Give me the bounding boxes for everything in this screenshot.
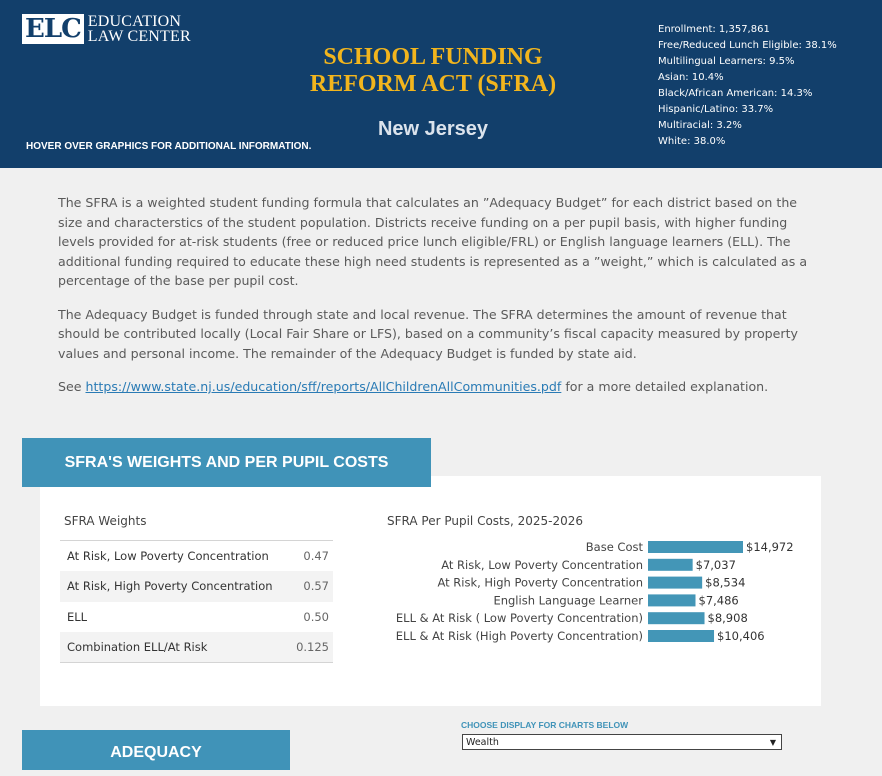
cost-bar[interactable] xyxy=(648,577,702,589)
value-label: $7,486 xyxy=(698,593,739,608)
demographic-stats xyxy=(658,22,837,150)
hover-instruction: HOVER OVER GRAPHICS FOR ADDITIONAL INFORMATION. xyxy=(26,141,312,152)
weights-table-title: SFRA Weights xyxy=(64,514,147,528)
value-label: $8,534 xyxy=(705,575,746,590)
category-label: At Risk, Low Poverty Concentration xyxy=(441,557,643,572)
stat-frl: Free/Reduced Lunch Eligible: 38.1% xyxy=(658,40,837,51)
stat-multiracial: Multiracial: 3.2% xyxy=(658,120,742,131)
weight-label: ELL xyxy=(67,609,88,624)
state-name: New Jersey xyxy=(377,118,489,140)
sfra-report-link[interactable]: https://www.state.nj.us/education/sff/reports/AllChildrenAllCommunities.pdf xyxy=(85,379,562,394)
logo-line-1: EDUCATION xyxy=(87,13,182,30)
intro-text xyxy=(58,193,808,411)
weight-label: Combination ELL/At Risk xyxy=(67,639,208,654)
weights-table xyxy=(60,540,333,663)
logo-wordmark xyxy=(88,14,191,44)
intro-paragraph-3 xyxy=(58,377,808,397)
weight-value: 0.50 xyxy=(303,609,329,624)
elc-logo[interactable] xyxy=(22,14,191,44)
intro-paragraph-1: The SFRA is a weighted student funding formula that calculates an ”Adequacy Budget” for each district based on the size and characterstics of the student population. Districts receive funding on a per pupil basis, with higher funding levels provided for at-risk students (free or reduced price lunch eligible/FRL) or English language learners (ELL). The additional funding required to educate these high need students is represented as a ”weight,” which is calculated as a percentage of the base per pupil cost. xyxy=(58,195,808,288)
intro-paragraph-2: The Adequacy Budget is funded through state and local revenue. The SFRA determines the amount of revenue that should be contributed locally (Local Fair Share or LFS), based on a community’s fiscal capacity measured by property values and personal income. The remainder of the Adequacy Budget is funded by state aid. xyxy=(58,306,798,361)
stat-asian: Asian: 10.4% xyxy=(658,72,724,83)
stat-hispanic: Hispanic/Latino: 33.7% xyxy=(658,104,774,115)
weight-value: 0.47 xyxy=(303,549,329,564)
weight-label: At Risk, High Poverty Concentration xyxy=(67,579,273,594)
value-label: $14,972 xyxy=(746,540,794,554)
per-pupil-cost-chart[interactable] xyxy=(380,538,800,650)
value-label: $8,908 xyxy=(707,611,748,626)
display-selector-label: CHOOSE DISPLAY FOR CHARTS BELOW xyxy=(461,720,629,730)
category-label: At Risk, High Poverty Concentration xyxy=(437,575,643,590)
display-select[interactable] xyxy=(462,734,782,750)
table-row[interactable] xyxy=(60,541,333,571)
logo-mark: ELC xyxy=(22,14,84,44)
stat-enrollment: Enrollment: 1,357,861 xyxy=(658,24,770,35)
section-header-adequacy: ADEQUACY xyxy=(22,730,290,770)
title-line-2: REFORM ACT (SFRA) xyxy=(309,71,557,97)
weight-value: 0.125 xyxy=(296,639,329,654)
table-row[interactable] xyxy=(60,632,333,662)
category-label: Base Cost xyxy=(585,540,643,554)
chevron-down-icon: ▼ xyxy=(769,738,776,747)
category-label: ELL & At Risk (High Poverty Concentration) xyxy=(395,629,643,643)
stat-white: White: 38.0% xyxy=(658,136,726,147)
cost-bar[interactable] xyxy=(648,541,743,553)
stat-black: Black/African American: 14.3% xyxy=(658,88,813,99)
category-label: English Language Learner xyxy=(493,593,643,608)
section-header-weights: SFRA'S WEIGHTS AND PER PUPIL COSTS xyxy=(22,438,431,487)
cost-bar[interactable] xyxy=(648,612,705,624)
weight-value: 0.57 xyxy=(303,579,329,594)
see-prefix: See xyxy=(58,379,86,394)
cost-bar[interactable] xyxy=(648,630,714,642)
logo-line-2: LAW CENTER xyxy=(87,28,191,45)
value-label: $10,406 xyxy=(717,629,765,643)
page-title xyxy=(270,44,596,98)
table-row[interactable] xyxy=(60,571,333,601)
stat-multilingual: Multilingual Learners: 9.5% xyxy=(658,56,795,67)
category-label: ELL & At Risk ( Low Poverty Concentration) xyxy=(395,611,643,626)
cost-bar[interactable] xyxy=(648,594,696,606)
display-select-value: Wealth xyxy=(466,737,499,748)
header-banner xyxy=(0,0,882,168)
cost-bar[interactable] xyxy=(648,559,693,571)
see-suffix: for a more detailed explanation. xyxy=(561,379,769,394)
value-label: $7,037 xyxy=(695,557,736,572)
weight-label: At Risk, Low Poverty Concentration xyxy=(67,549,269,564)
per-pupil-chart-title: SFRA Per Pupil Costs, 2025-2026 xyxy=(387,514,584,528)
title-line-1: SCHOOL FUNDING xyxy=(323,44,543,70)
table-row[interactable] xyxy=(60,602,333,632)
